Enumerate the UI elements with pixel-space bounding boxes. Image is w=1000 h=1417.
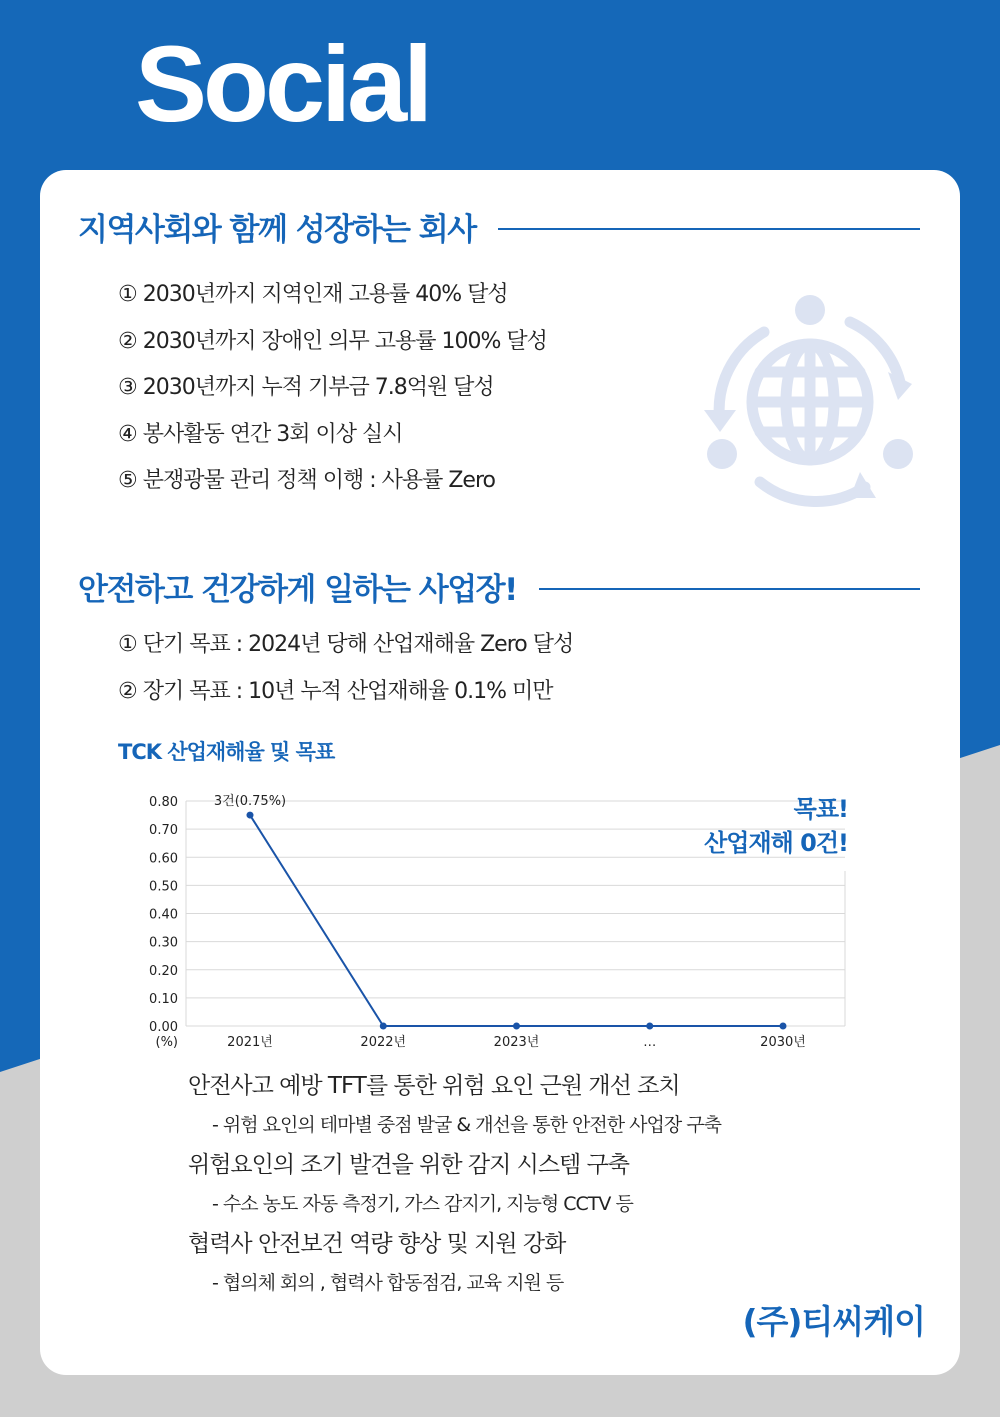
chart-title: TCK 산업재해율 및 목표: [118, 740, 335, 764]
measure-detail: - 협의체 회의 , 협력사 합동점검, 교육 지원 등: [212, 1272, 564, 1294]
page-title: Social: [135, 23, 430, 144]
y-tick-label: 0.30: [149, 935, 178, 951]
x-tick-label: 2021년: [227, 1035, 273, 1050]
y-tick-label: 0.20: [149, 963, 178, 979]
list-item: ① 2030년까지 지역인재 고용률 40% 달성: [118, 282, 508, 307]
section-heading-text: 안전하고 건강하게 일하는 사업장!: [78, 572, 517, 608]
data-point: [513, 1023, 520, 1030]
data-point: [380, 1023, 387, 1030]
y-tick-label: 0.50: [149, 879, 178, 895]
y-axis-label: (%): [155, 1035, 178, 1050]
list-item: ② 장기 목표 : 10년 누적 산업재해율 0.1% 미만: [118, 678, 553, 704]
x-tick-label: …: [643, 1035, 657, 1050]
list-item: ② 2030년까지 장애인 의무 고용률 100% 달성: [118, 328, 547, 354]
measure-item: [188, 1224, 721, 1302]
y-tick-label: 0.10: [149, 991, 178, 1007]
measure-item: [188, 1145, 721, 1223]
section-heading-text: 지역사회와 함께 성장하는 회사: [78, 212, 476, 248]
list-item: ④ 봉사활동 연간 3회 이상 실시: [118, 421, 403, 447]
data-point: [646, 1023, 653, 1030]
y-tick-label: 0.40: [149, 907, 178, 923]
measure-title: 위험요인의 조기 발견을 위한 감지 시스템 구축: [188, 1152, 630, 1178]
y-tick-label: 0.60: [149, 851, 178, 867]
y-tick-label: 0.70: [149, 823, 178, 839]
measure-detail: - 위험 요인의 테마별 중점 발굴 & 개선을 통한 안전한 사업장 구축: [212, 1114, 721, 1136]
y-tick-label: 0.80: [149, 795, 178, 810]
measure-item: [188, 1066, 721, 1144]
data-label: 3건(0.75%): [213, 794, 287, 810]
x-tick-label: 2023년: [493, 1035, 540, 1050]
list-item: ⑤ 분쟁광물 관리 정책 이행 : 사용률 Zero: [118, 468, 495, 493]
x-tick-label: 2030년: [760, 1035, 806, 1050]
x-tick-label: 2022년: [360, 1035, 407, 1050]
y-tick-label: 0.00: [149, 1020, 178, 1035]
goal-line: 목표!: [793, 795, 848, 823]
data-point: [247, 812, 254, 819]
company-name: (주)티씨케이: [742, 1302, 925, 1341]
list-item: ③ 2030년까지 누적 기부금 7.8억원 달성: [118, 375, 494, 400]
measure-title: 협력사 안전보건 역량 향상 및 지원 강화: [188, 1231, 566, 1257]
safety-measures: [188, 1066, 721, 1303]
goal-line: 산업재해 0건!: [704, 829, 848, 857]
data-point: [780, 1023, 787, 1030]
list-item: ① 단기 목표 : 2024년 당해 산업재해율 Zero 달성: [118, 632, 574, 657]
measure-detail: - 수소 농도 자동 측정기, 가스 감지기, 지능형 CCTV 등: [212, 1193, 633, 1215]
measure-title: 안전사고 예방 TFT를 통한 위험 요인 근원 개선 조치: [188, 1073, 680, 1099]
goal-callout: [640, 792, 848, 860]
